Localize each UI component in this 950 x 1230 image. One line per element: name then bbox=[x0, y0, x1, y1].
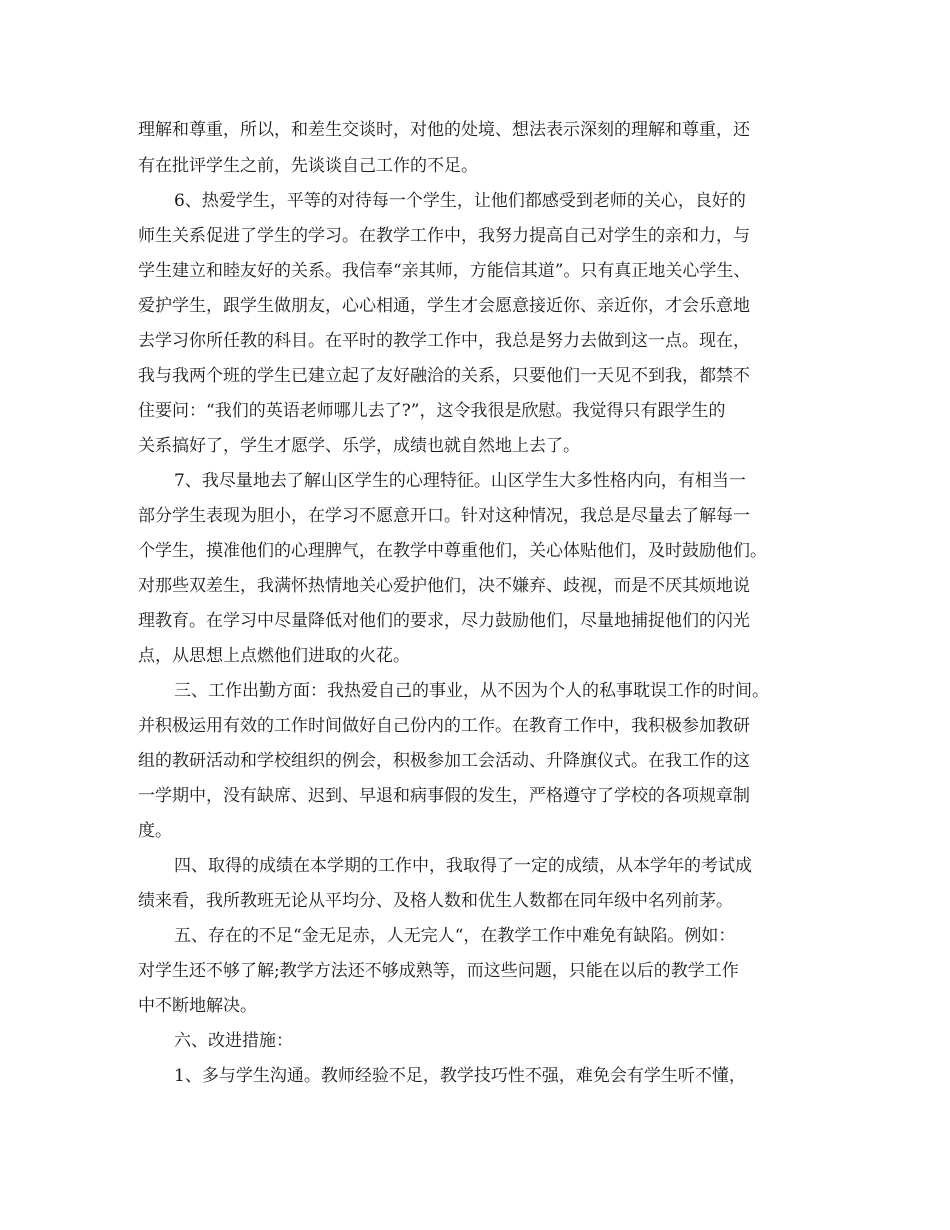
paragraph-line: 对学生还不够了解;教学方法还不够成熟等，而这些问题，只能在以后的教学工作 bbox=[138, 961, 739, 981]
paragraph-line: 有在批评学生之前，先谈谈自己工作的不足。 bbox=[138, 156, 478, 176]
paragraph-line: 住要问：“我们的英语老师哪儿去了?”，这令我很是欣慰。我觉得只有跟学生的 bbox=[138, 401, 726, 421]
paragraph-line: 师生关系促进了学生的学习。在教学工作中，我努力提高自己对学生的亲和力，与 bbox=[138, 226, 750, 246]
paragraph-line: 去学习你所任教的科目。在平时的教学工作中，我总是努力去做到这一点。现在， bbox=[138, 331, 750, 351]
section-heading: 六、改进措施： bbox=[174, 1031, 293, 1051]
paragraph-line: 中不断地解决。 bbox=[138, 996, 257, 1016]
paragraph-line: 理解和尊重，所以，和差生交谈时，对他的处境、想法表示深刻的理解和尊重，还 bbox=[138, 120, 750, 140]
paragraph-line: 爱护学生，跟学生做朋友，心心相通，学生才会愿意接近你、亲近你，才会乐意地 bbox=[138, 296, 750, 316]
paragraph-line: 组的教研活动和学校组织的例会，积极参加工会活动、升降旗仪式。在我工作的这 bbox=[138, 751, 750, 771]
paragraph-line: 绩来看，我所教班无论从平均分、及格人数和优生人数都在同年级中名列前茅。 bbox=[138, 891, 733, 911]
paragraph-line: 四、取得的成绩在本学期的工作中，我取得了一定的成绩，从本学年的考试成 bbox=[174, 856, 752, 876]
paragraph-line: 三、工作出勤方面：我热爱自己的事业，从不因为个人的私事耽误工作的时间。 bbox=[174, 681, 769, 701]
paragraph-line: 并积极运用有效的工作时间做好自己份内的工作。在教育工作中，我积极参加教研 bbox=[138, 716, 750, 736]
paragraph-line: 我与我两个班的学生已建立起了友好融洽的关系，只要他们一天见不到我，都禁不 bbox=[138, 366, 750, 386]
paragraph-line: 度。 bbox=[138, 821, 172, 841]
paragraph-line: 1、多与学生沟通。教师经验不足，教学技巧性不强，难免会有学生听不懂， bbox=[174, 1066, 746, 1086]
paragraph-line: 一学期中，没有缺席、迟到、早退和病事假的发生，严格遵守了学校的各项规章制 bbox=[138, 786, 750, 806]
paragraph-line: 五、存在的不足“金无足赤，人无完人“，在教学工作中难免有缺陷。例如： bbox=[174, 926, 736, 946]
paragraph-line: 6、热爱学生，平等的对待每一个学生，让他们都感受到老师的关心，良好的 bbox=[174, 191, 746, 211]
paragraph-line: 理教育。在学习中尽量降低对他们的要求，尽力鼓励他们，尽量地捕捉他们的闪光 bbox=[138, 611, 750, 631]
paragraph-line: 个学生，摸准他们的心理脾气，在教学中尊重他们，关心体贴他们，及时鼓励他们。 bbox=[138, 541, 767, 561]
paragraph-line: 关系搞好了，学生才愿学、乐学，成绩也就自然地上去了。 bbox=[138, 436, 580, 456]
paragraph-line: 对那些双差生，我满怀热情地关心爱护他们，决不嫌弃、歧视，而是不厌其烦地说 bbox=[138, 576, 750, 596]
paragraph-line: 7、我尽量地去了解山区学生的心理特征。山区学生大多性格内向，有相当一 bbox=[174, 471, 746, 491]
paragraph-line: 部分学生表现为胆小，在学习不愿意开口。针对这种情况，我总是尽量去了解每一 bbox=[138, 506, 750, 526]
paragraph-line: 点，从思想上点燃他们进取的火花。 bbox=[138, 646, 410, 666]
paragraph-line: 学生建立和睦友好的关系。我信奉“亲其师，方能信其道”。只有真正地关心学生、 bbox=[138, 261, 751, 281]
